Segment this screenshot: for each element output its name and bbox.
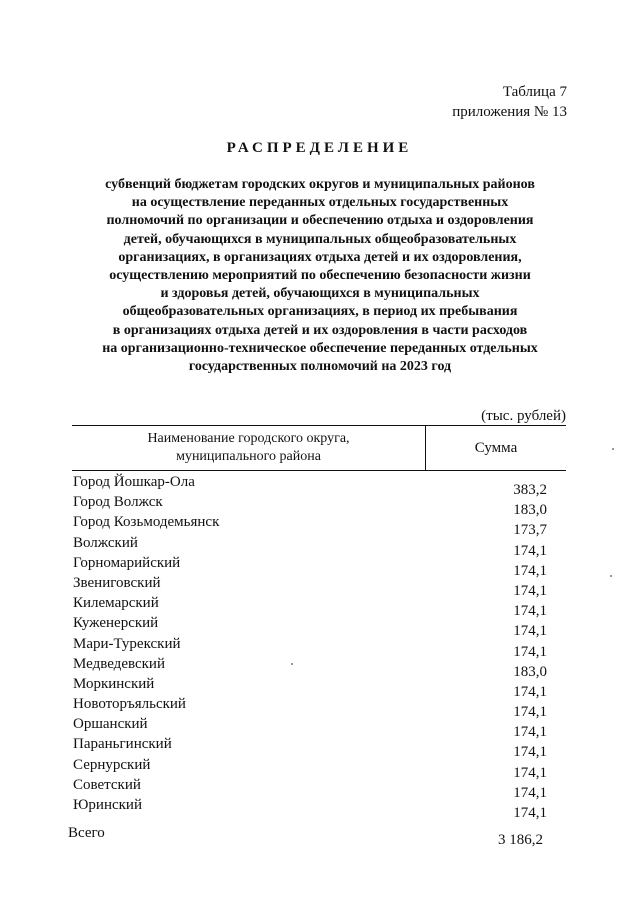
row-name: Звениговский [73, 574, 161, 591]
row-name: Горномарийский [73, 554, 181, 571]
row-value: 174,1 [513, 784, 547, 801]
row-value: 174,1 [513, 603, 547, 620]
table-row [0, 574, 639, 599]
header-name-line: Наименование городского округа, [147, 431, 350, 446]
table-row [0, 595, 639, 620]
row-name: Город Йошкар-Ола [73, 474, 195, 490]
row-value: 183,0 [513, 663, 547, 680]
table-row [0, 494, 639, 519]
row-name: Куженерский [73, 615, 159, 632]
row-name: Мари-Турекский [73, 635, 181, 652]
subtitle-line: субвенций бюджетам городских округов и муниципальных районов [105, 177, 535, 192]
subtitle-line: организациях, в организациях отдыха детей и их оздоровления, [118, 249, 522, 265]
subtitle-line: и здоровья детей, обучающихся в муниципальных [160, 286, 480, 302]
row-value: 174,1 [513, 542, 547, 559]
table-row [0, 736, 639, 761]
table-row [0, 716, 639, 741]
row-name: Килемарский [73, 595, 159, 612]
table-row [0, 615, 639, 640]
row-value: 174,1 [513, 764, 547, 781]
table-row [0, 474, 639, 498]
total-value: 3 186,2 [498, 832, 543, 848]
row-name: Город Козьмодемьянск [73, 514, 220, 531]
row-name: Медведевский [73, 655, 165, 672]
row-name: Город Волжск [73, 494, 163, 511]
header-sum-cell: Сумма [474, 440, 518, 456]
row-value: 383,2 [513, 482, 547, 498]
table-header [72, 425, 566, 471]
row-name: Волжский [73, 534, 138, 551]
table-row [0, 514, 639, 539]
subtitle-line: детей, обучающихся в муниципальных общеобразовательных [123, 231, 517, 247]
subtitle-line: полномочий по организации и обеспечению отдыха и оздоровления [106, 213, 534, 229]
table-row [0, 776, 639, 801]
row-value: 174,1 [513, 562, 547, 579]
subtitle-line: общеобразовательных организациях, в период их пребывания [122, 304, 518, 320]
subtitle-line: государственных полномочий на 2023 год [188, 359, 452, 375]
subtitle-line: осуществлению мероприятий по обеспечению безопасности жизни [109, 268, 531, 284]
row-value: 174,1 [513, 744, 547, 761]
table-row [0, 554, 639, 579]
row-name: Параньгинский [73, 736, 172, 753]
subtitle-line: на организационно-техническое обеспечение переданных отдельных [102, 340, 538, 356]
row-name: Моркинский [73, 675, 155, 692]
scan-speck [610, 575, 612, 577]
row-value: 174,1 [513, 582, 547, 599]
appendix-label: приложения № 13 [452, 104, 567, 120]
row-name: Новоторъяльский [73, 696, 186, 713]
scan-speck [291, 663, 293, 665]
row-name: Советский [73, 776, 141, 793]
row-name: Оршанский [73, 716, 148, 733]
header-name-line: муниципального района [176, 449, 321, 464]
row-value: 174,1 [513, 643, 547, 660]
total-label: Всего [68, 825, 105, 841]
table-row [0, 675, 639, 700]
row-name: Юринский [73, 797, 142, 813]
header-name-cell [72, 426, 426, 470]
row-value: 173,7 [513, 522, 547, 539]
document-title: РАСПРЕДЕЛЕНИЕ [226, 140, 413, 156]
table-number-label: Таблица 7 [502, 84, 567, 100]
table-row [0, 655, 639, 680]
table-row [0, 756, 639, 781]
row-value: 174,1 [513, 724, 547, 741]
row-value: 174,1 [513, 805, 547, 821]
row-value: 174,1 [513, 623, 547, 640]
document-subtitle [80, 176, 560, 376]
subtitle-line: на осуществление переданных отдельных государственных [131, 195, 509, 211]
table-row [0, 635, 639, 660]
table-row [0, 797, 639, 821]
row-value: 174,1 [513, 704, 547, 721]
units-label: (тыс. рублей) [481, 408, 566, 424]
table-body [0, 474, 639, 821]
table-row [0, 696, 639, 721]
scan-speck [612, 448, 614, 450]
table-row [0, 534, 639, 559]
row-value: 174,1 [513, 683, 547, 700]
row-name: Сернурский [73, 756, 151, 773]
row-value: 183,0 [513, 502, 547, 519]
subtitle-line: в организациях отдыха детей и их оздоровления в части расходов [112, 322, 528, 338]
